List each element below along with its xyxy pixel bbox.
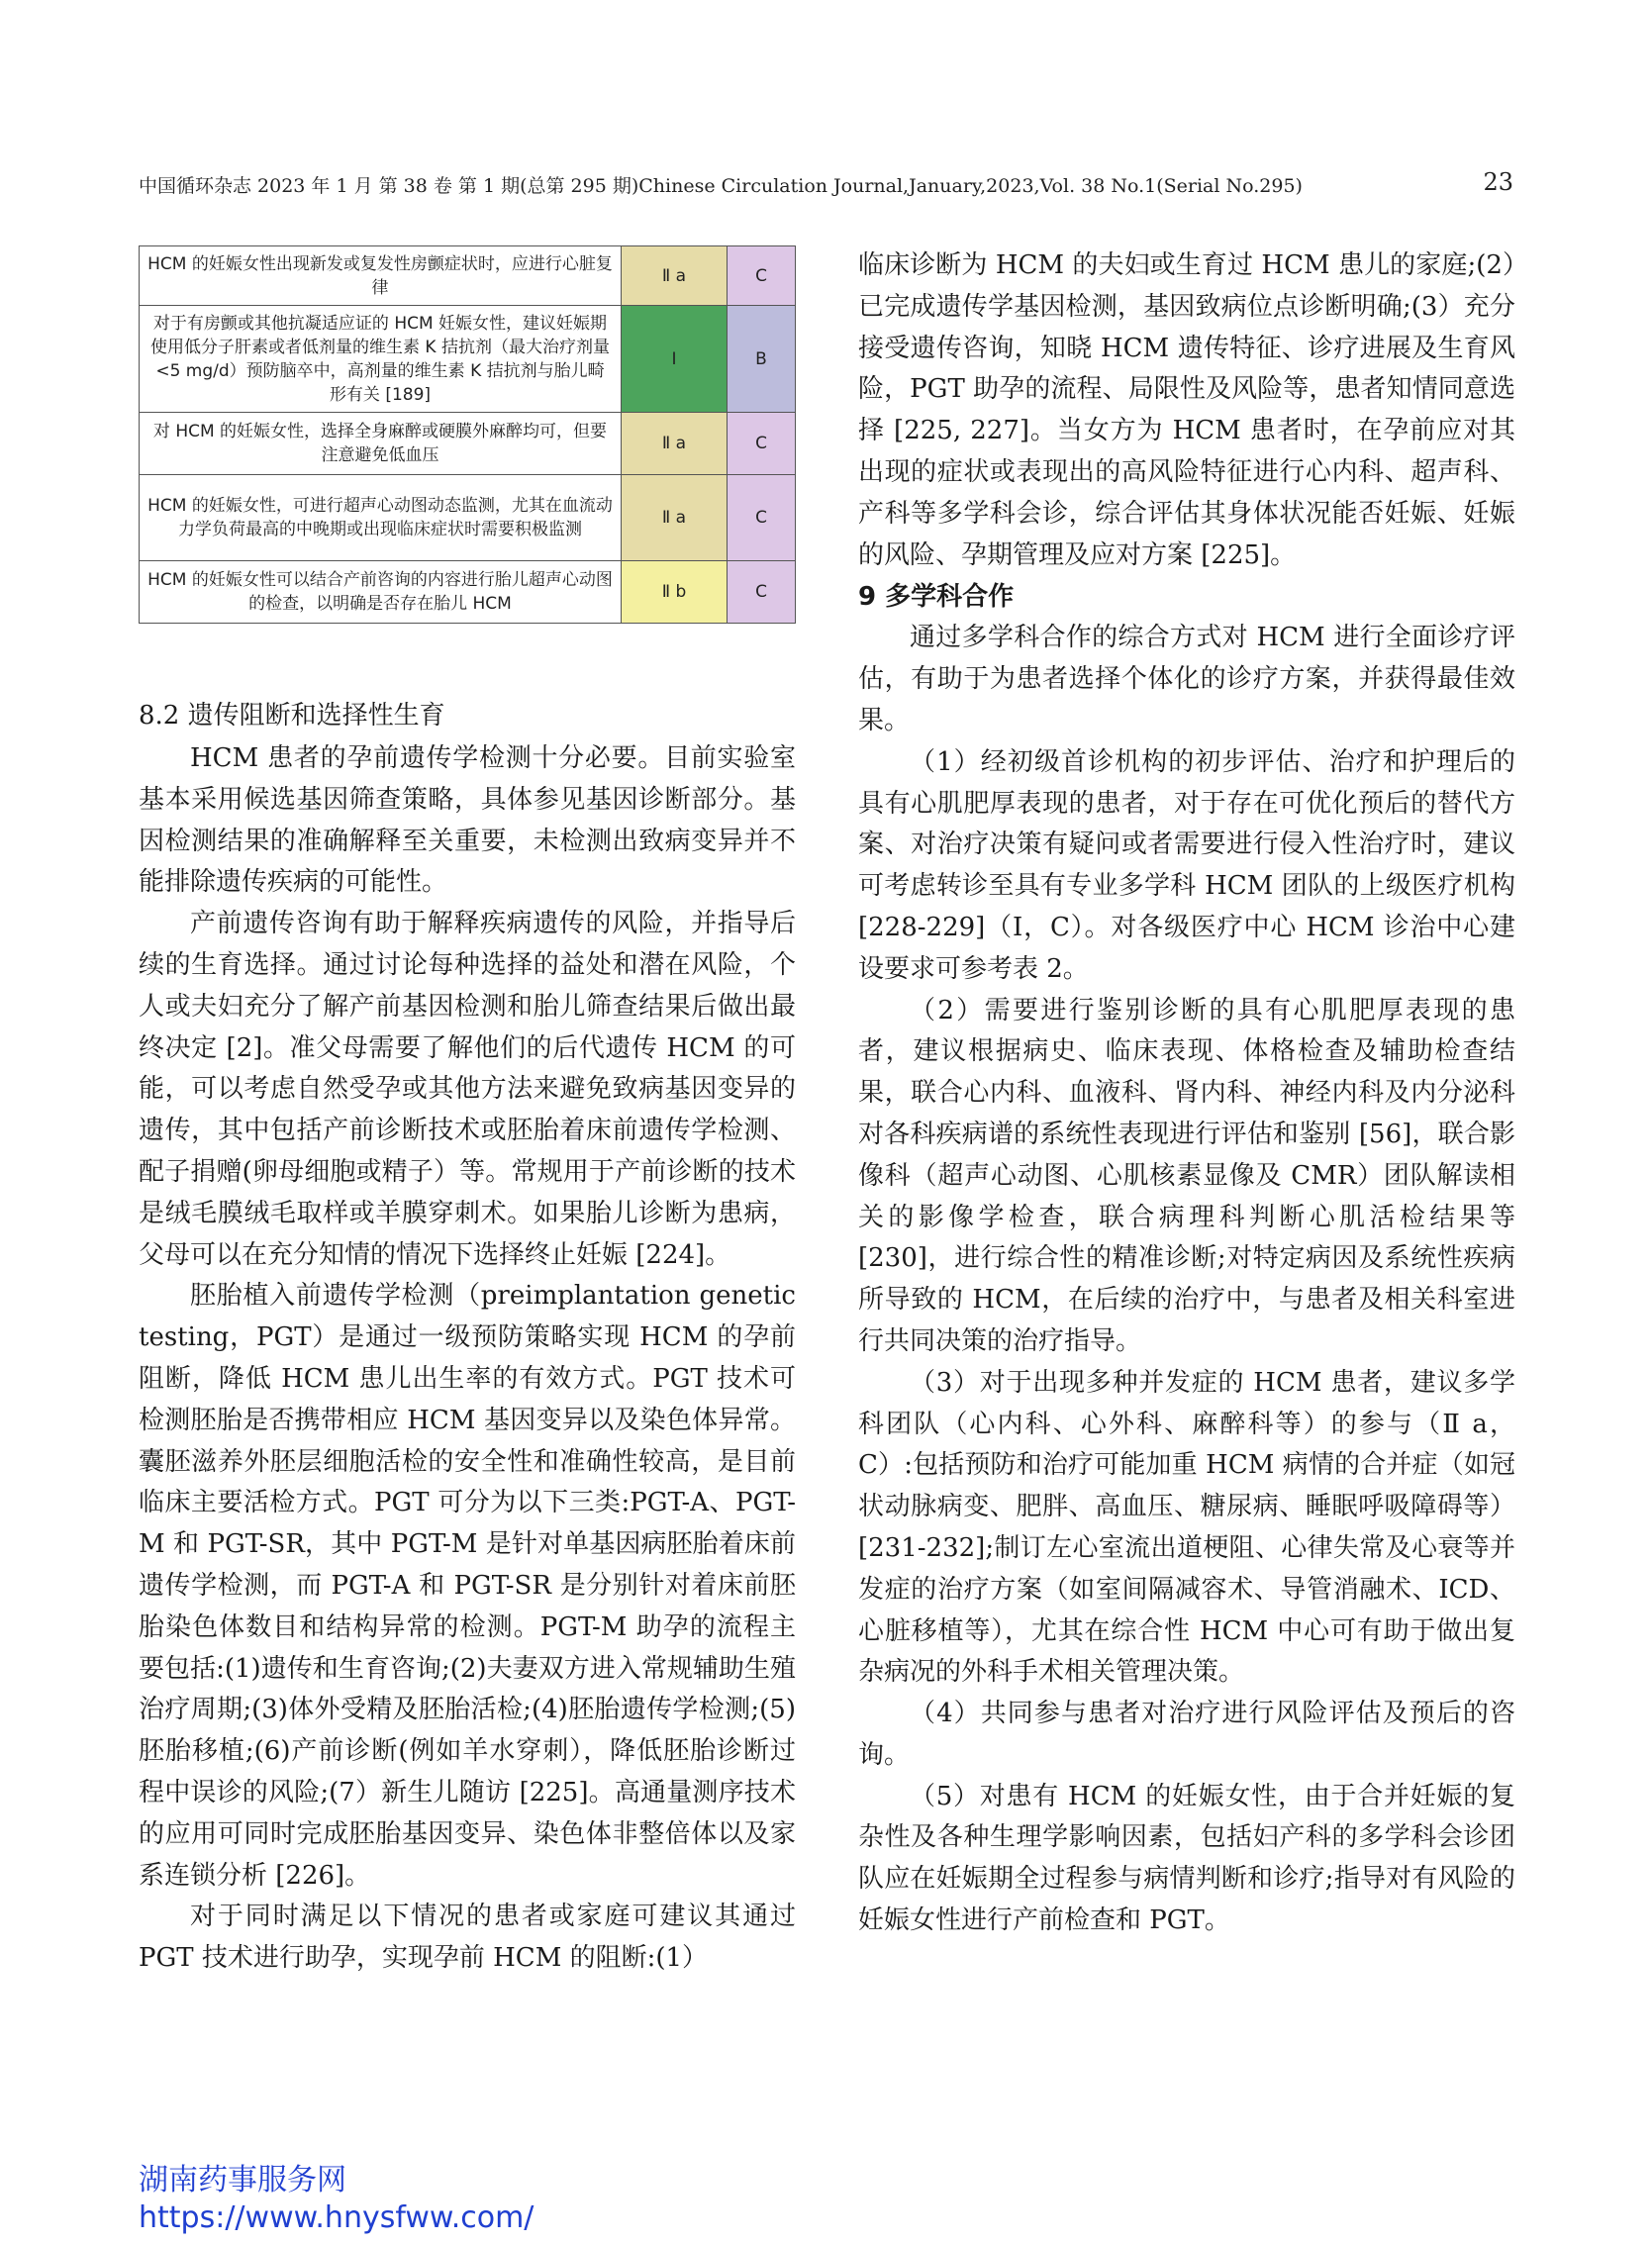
watermark-site-name: 湖南药事服务网 [139, 2163, 346, 2197]
section-title-8-2: 8.2 遗传阻断和选择性生育 [139, 701, 445, 731]
table-row [140, 246, 796, 306]
paragraph: （1）经初级首诊机构的初步评估、治疗和护理后的具有心肌肥厚表现的患者，对于存在可优化预后的替代方案、对治疗决策有疑问或者需要进行侵入性治疗时，建议可考虑转诊至具有专业多学科 HCM 团队的上级医疗机构 [228-229]（Ⅰ，C）。对各级医疗中心 HCM 诊治中心建设要求可参考表 2。 [858, 746, 1515, 984]
watermark [139, 2162, 534, 2237]
evidence-level: C [728, 246, 796, 306]
table-row [140, 413, 796, 475]
recommendation-class: Ⅱ a [622, 246, 728, 306]
paragraph: （5）对患有 HCM 的妊娠女性，由于合并妊娠的复杂性及各种生理学影响因素，包括妇产科的多学科会诊团队应在妊娠期全过程参与病情判断和诊疗;指导对有风险的妊娠女性进行产前检查和 PGT。 [858, 1781, 1515, 1936]
section-title-9: 9 多学科合作 [858, 582, 1015, 613]
paragraph: （4）共同参与患者对治疗进行风险评估及预后的咨询。 [858, 1699, 1515, 1770]
paragraph: HCM 患者的孕前遗传学检测十分必要。目前实验室基本采用候选基因筛查策略，具体参见基因诊断部分。基因检测结果的准确解释至关重要，未检测出致病变异并不能排除遗传疾病的可能性。 [139, 743, 796, 898]
paragraph: 通过多学科合作的综合方式对 HCM 进行全面诊疗评估，有助于为患者选择个体化的诊疗方案，并获得最佳效果。 [858, 623, 1515, 735]
recommendation-class: Ⅱ b [622, 561, 728, 624]
recommendation-text: 对于有房颤或其他抗凝适应证的 HCM 妊娠女性，建议妊娠期使用低分子肝素或者低剂量的维生素 K 拮抗剂（最大治疗剂量 <5 mg/d）预防脑卒中，高剂量的维生素 K 拮抗剂与胎儿畸形有关 [189] [140, 306, 622, 413]
paragraph: （3）对于出现多种并发症的 HCM 患者，建议多学科团队（心内科、心外科、麻醉科等）的参与（Ⅱ a，C）:包括预防和治疗可能加重 HCM 病情的合并症（如冠状动脉病变、肥胖、高血压、糖尿病、睡眠呼吸障碍等）[231-232];制订左心室流出道梗阻、心律失常及心衰等并发症的治疗方案（如室间隔减容术、导管消融术、ICD、心脏移植等），尤其在综合性 HCM 中心可有助于做出复杂病况的外科手术相关管理决策。 [858, 1367, 1515, 1688]
recommendation-text: HCM 的妊娠女性可以结合产前咨询的内容进行胎儿超声心动图的检查，以明确是否存在胎儿 HCM [140, 561, 622, 624]
evidence-level: C [728, 561, 796, 624]
running-header: 中国循环杂志 2023 年 1 月 第 38 卷 第 1 期(总第 295 期)Chinese Circulation Journal,January,2023,Vol. 38 No.1(Serial No.295) [139, 175, 1303, 197]
left-column [139, 245, 796, 1980]
recommendation-class: Ⅱ a [622, 475, 728, 561]
table-row [140, 561, 796, 624]
paragraph: （2）需要进行鉴别诊断的具有心肌肥厚表现的患者，建议根据病史、临床表现、体格检查及辅助检查结果，联合心内科、血液科、肾内科、神经内科及内分泌科对各科疾病谱的系统性表现进行评估和鉴别 [56]，联合影像科（超声心动图、心肌核素显像及 CMR）团队解读相关的影像学检查，联合病理科判断心肌活检结果等 [230]，进行综合性的精准诊断;对特定病因及系统性疾病所导致的 HCM，在后续的治疗中，与患者及相关科室进行共同决策的治疗指导。 [858, 995, 1515, 1356]
watermark-url: https://www.hnysfww.com/ [139, 2200, 534, 2235]
paragraph-continuation: 临床诊断为 HCM 的夫妇或生育过 HCM 患儿的家庭;(2）已完成遗传学基因检测，基因致病位点诊断明确;(3）充分接受遗传咨询，知晓 HCM 遗传特征、诊疗进展及生育风险，PGT 助孕的流程、局限性及风险等，患者知情同意选择 [225, 227]。当女方为 HCM 患者时，在孕前应对其出现的症状或表现出的高风险特征进行心内科、超声科、产科等多学科会诊，综合评估其身体状况能否妊娠、妊娠的风险、孕期管理及应对方案 [225]。 [858, 250, 1515, 570]
table-row [140, 306, 796, 413]
recommendation-class: Ⅱ a [622, 413, 728, 475]
recommendation-text: 对 HCM 的妊娠女性，选择全身麻醉或硬膜外麻醉均可，但要注意避免低血压 [140, 413, 622, 475]
evidence-level: C [728, 475, 796, 561]
evidence-level: C [728, 413, 796, 475]
page-number: 23 [1483, 168, 1513, 196]
recommendation-text: HCM 的妊娠女性出现新发或复发性房颤症状时，应进行心脏复律 [140, 246, 622, 306]
table-row [140, 475, 796, 561]
recommendation-text: HCM 的妊娠女性，可进行超声心动图动态监测，尤其在血流动力学负荷最高的中晚期或出现临床症状时需要积极监测 [140, 475, 622, 561]
recommendation-table [139, 245, 796, 624]
paragraph: 对于同时满足以下情况的患者或家庭可建议其通过 PGT 技术进行助孕，实现孕前 HCM 的阻断:(1） [139, 1902, 796, 1974]
recommendation-class: Ⅰ [622, 306, 728, 413]
evidence-level: B [728, 306, 796, 413]
paragraph: 胚胎植入前遗传学检测（preimplantation genetic testing，PGT）是通过一级预防策略实现 HCM 的孕前阻断，降低 HCM 患儿出生率的有效方式。PGT 技术可检测胚胎是否携带相应 HCM 基因变异以及染色体异常。囊胚滋养外胚层细胞活检的安全性和准确性较高，是目前临床主要活检方式。PGT 可分为以下三类:PGT-A、PGT-M 和 PGT-SR，其中 PGT-M 是针对单基因病胚胎着床前遗传学检测，而 PGT-A 和 PGT-SR 是分别针对着床前胚胎染色体数目和结构异常的检测。PGT-M 助孕的流程主要包括:(1)遗传和生育咨询;(2)夫妻双方进入常规辅助生殖治疗周期;(3)体外受精及胚胎活检;(4)胚胎遗传学检测;(5)胚胎移植;(6)产前诊断(例如羊水穿刺），降低胚胎诊断过程中误诊的风险;(7）新生儿随访 [225]。高通量测序技术的应用可同时完成胚胎基因变异、染色体非整倍体以及家系连锁分析 [226]。 [139, 1281, 796, 1891]
paragraph: 产前遗传咨询有助于解释疾病遗传的风险，并指导后续的生育选择。通过讨论每种选择的益处和潜在风险，个人或夫妇充分了解产前基因检测和胎儿筛查结果后做出最终决定 [2]。准父母需要了解他们的后代遗传 HCM 的可能，可以考虑自然受孕或其他方法来避免致病基因变异的遗传，其中包括产前诊断技术或胚胎着床前遗传学检测、配子捐赠(卵母细胞或精子）等。常规用于产前诊断的技术是绒毛膜绒毛取样或羊膜穿刺术。如果胎儿诊断为患病，父母可以在充分知情的情况下选择终止妊娠 [224]。 [139, 909, 796, 1270]
right-column [858, 245, 1515, 1942]
